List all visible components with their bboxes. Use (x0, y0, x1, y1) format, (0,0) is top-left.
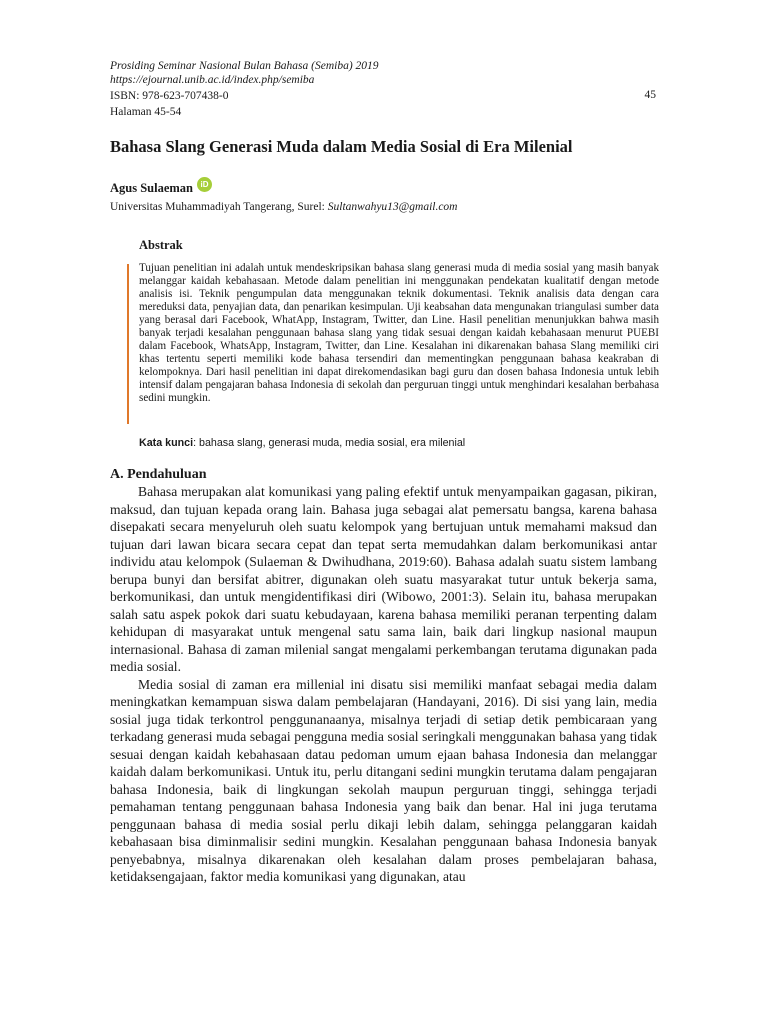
orcid-icon[interactable]: iD (197, 177, 212, 192)
abstract-accent-bar (127, 264, 129, 424)
abstract-body: Tujuan penelitian ini adalah untuk mendeskripsikan bahasa slang generasi muda di media sosial yang masih banyak melanggar kaidah kebahasaan. Metode dalam penelitian ini menggunakan pendekatan kualitatif dengan metode analisis isi. Teknik pengumpulan data menggunakan teknik dokumentasi. Teknik analisis data dengan cara mereduksi data, penyajian data, dan penarikan kesimpulan. Uji keabsahan data mengunakan triangulasi sumber data yang berasal dari Facebook, WhatApp, Instagram, Twitter, dan Line. Hasil penelitian menunjukkan bahwa masih banyak terjadi kesalahan penggunaan bahasa slang yang tidak sesuai dengan kaidah kebahasaan menurut PUEBI dalam Facebook, WhatsApp, Instagram, Twitter, dan Line. Kesalahan ini dikarenakan bahasa Slang memiliki ciri khas tertentu seperti memiliki kode bahasa tersendiri dan mementingkan penggunaan bahasa keakraban di kelompoknya. Dari hasil penelitian ini dapat direkomendasikan bagi guru dan dosen bahasa Indonesia untuk lebih intensif dalam pengajaran bahasa Indonesia di sekolah dan perguruan tinggi untuk menghindari kesalahan berbahasa sedini mungkin. (139, 262, 659, 405)
paragraph-1: Bahasa merupakan alat komunikasi yang paling efektif untuk menyampaikan gagasan, pikiran, maksud, dan tujuan kepada orang lain. Bahasa juga sebagai alat pemersatu bangsa, karena bahasa disepakati secara menyeluruh oleh suatu kelompok yang bertujuan untuk memahami maksud dan tujuan dari lawan bicara secara cepat dan tepat serta memudahkan dalam berkomunikasi antar individu atau kelompok (Sulaeman & Dwihudhana, 2019:60). Bahasa adalah suatu sistem lambang berupa bunyi dan bersifat abitrer, digunakan oleh suatu masyarakat tutur untuk bekerja sama, berkomunikasi, dan untuk mengidentifikasi diri (Wibowo, 2001:3). Selain itu, bahasa merupakan salah satu aspek pokok dari suatu kebudayaan, karena bahasa memiliki peranan terpenting dalam kehidupan di masyarakat untuk mengenal satu sama lain, baik dari lingkup nasional maupun internasional. Bahasa di zaman milenial sangat mengalami perkembangan terutama digunakan pada media sosial. (110, 484, 657, 674)
paragraph-2: Media sosial di zaman era millenial ini disatu sisi memiliki manfaat sebagai media dalam meningkatkan kemampuan siswa dalam pembelajaran (Handayani, 2016). Di sisi yang lain, media sosial juga tidak terkontrol penggunanaanya, misalnya terjadi di setiap detik pembicaraan yang terkadang generasi muda sebagai pengguna media sosial seringkali menggunakan bahasa yang tidak sesuai dengan kaidah kebahasaan datau pedoman umum ejaan bahasa Indonesia dan melanggar kaidah dalam berkomunikasi. Untuk itu, perlu ditangani sedini mungkin terutama dalam pengajaran bahasa Indonesia, baik di lingkungan sekolah maupun perguruan tinggi, sehingga terjadi pemahaman tentang penggunaan bahasa Indonesia yang baik dan benar. Hal ini juga terutama penggunaan bahasa di media sosial perlu dikaji lebih dalam, sehingga pelanggaran kaidah kebahasaan bisa diminmalisir sedini mungkin. Kesalahan penggunaan bahasa Indonesia banyak penyebabnya, misalnya dikarenakan oleh kesalahan dalam proses pembelajaran bahasa, ketidaksengajaan, faktor media komunikasi yang digunakan, atau (110, 676, 657, 884)
section-heading: A. Pendahuluan (110, 467, 207, 482)
keywords-text: : bahasa slang, generasi muda, media sosial, era milenial (193, 437, 466, 449)
author-line (110, 181, 212, 196)
author-name: Agus Sulaeman (110, 181, 194, 195)
keywords (139, 437, 659, 449)
article-title: Bahasa Slang Generasi Muda dalam Media Sosial di Era Milenial (110, 137, 573, 156)
page-range: Halaman 45-54 (110, 106, 182, 118)
journal-name: Prosiding Seminar Nasional Bulan Bahasa (Semiba) 2019 (110, 60, 379, 72)
affiliation (110, 201, 458, 213)
journal-url[interactable]: https://ejournal.unib.ac.id/index.php/semiba (110, 74, 315, 86)
keywords-label: Kata kunci (139, 437, 194, 449)
abstract-heading: Abstrak (139, 238, 183, 252)
isbn: ISBN: 978-623-707438-0 (110, 90, 229, 102)
section-body (110, 483, 657, 886)
author-email[interactable]: Sultanwahyu13@gmail.com (327, 201, 458, 213)
affiliation-text: Universitas Muhammadiyah Tangerang, Surel: (110, 201, 328, 213)
page-number: 45 (644, 89, 656, 101)
